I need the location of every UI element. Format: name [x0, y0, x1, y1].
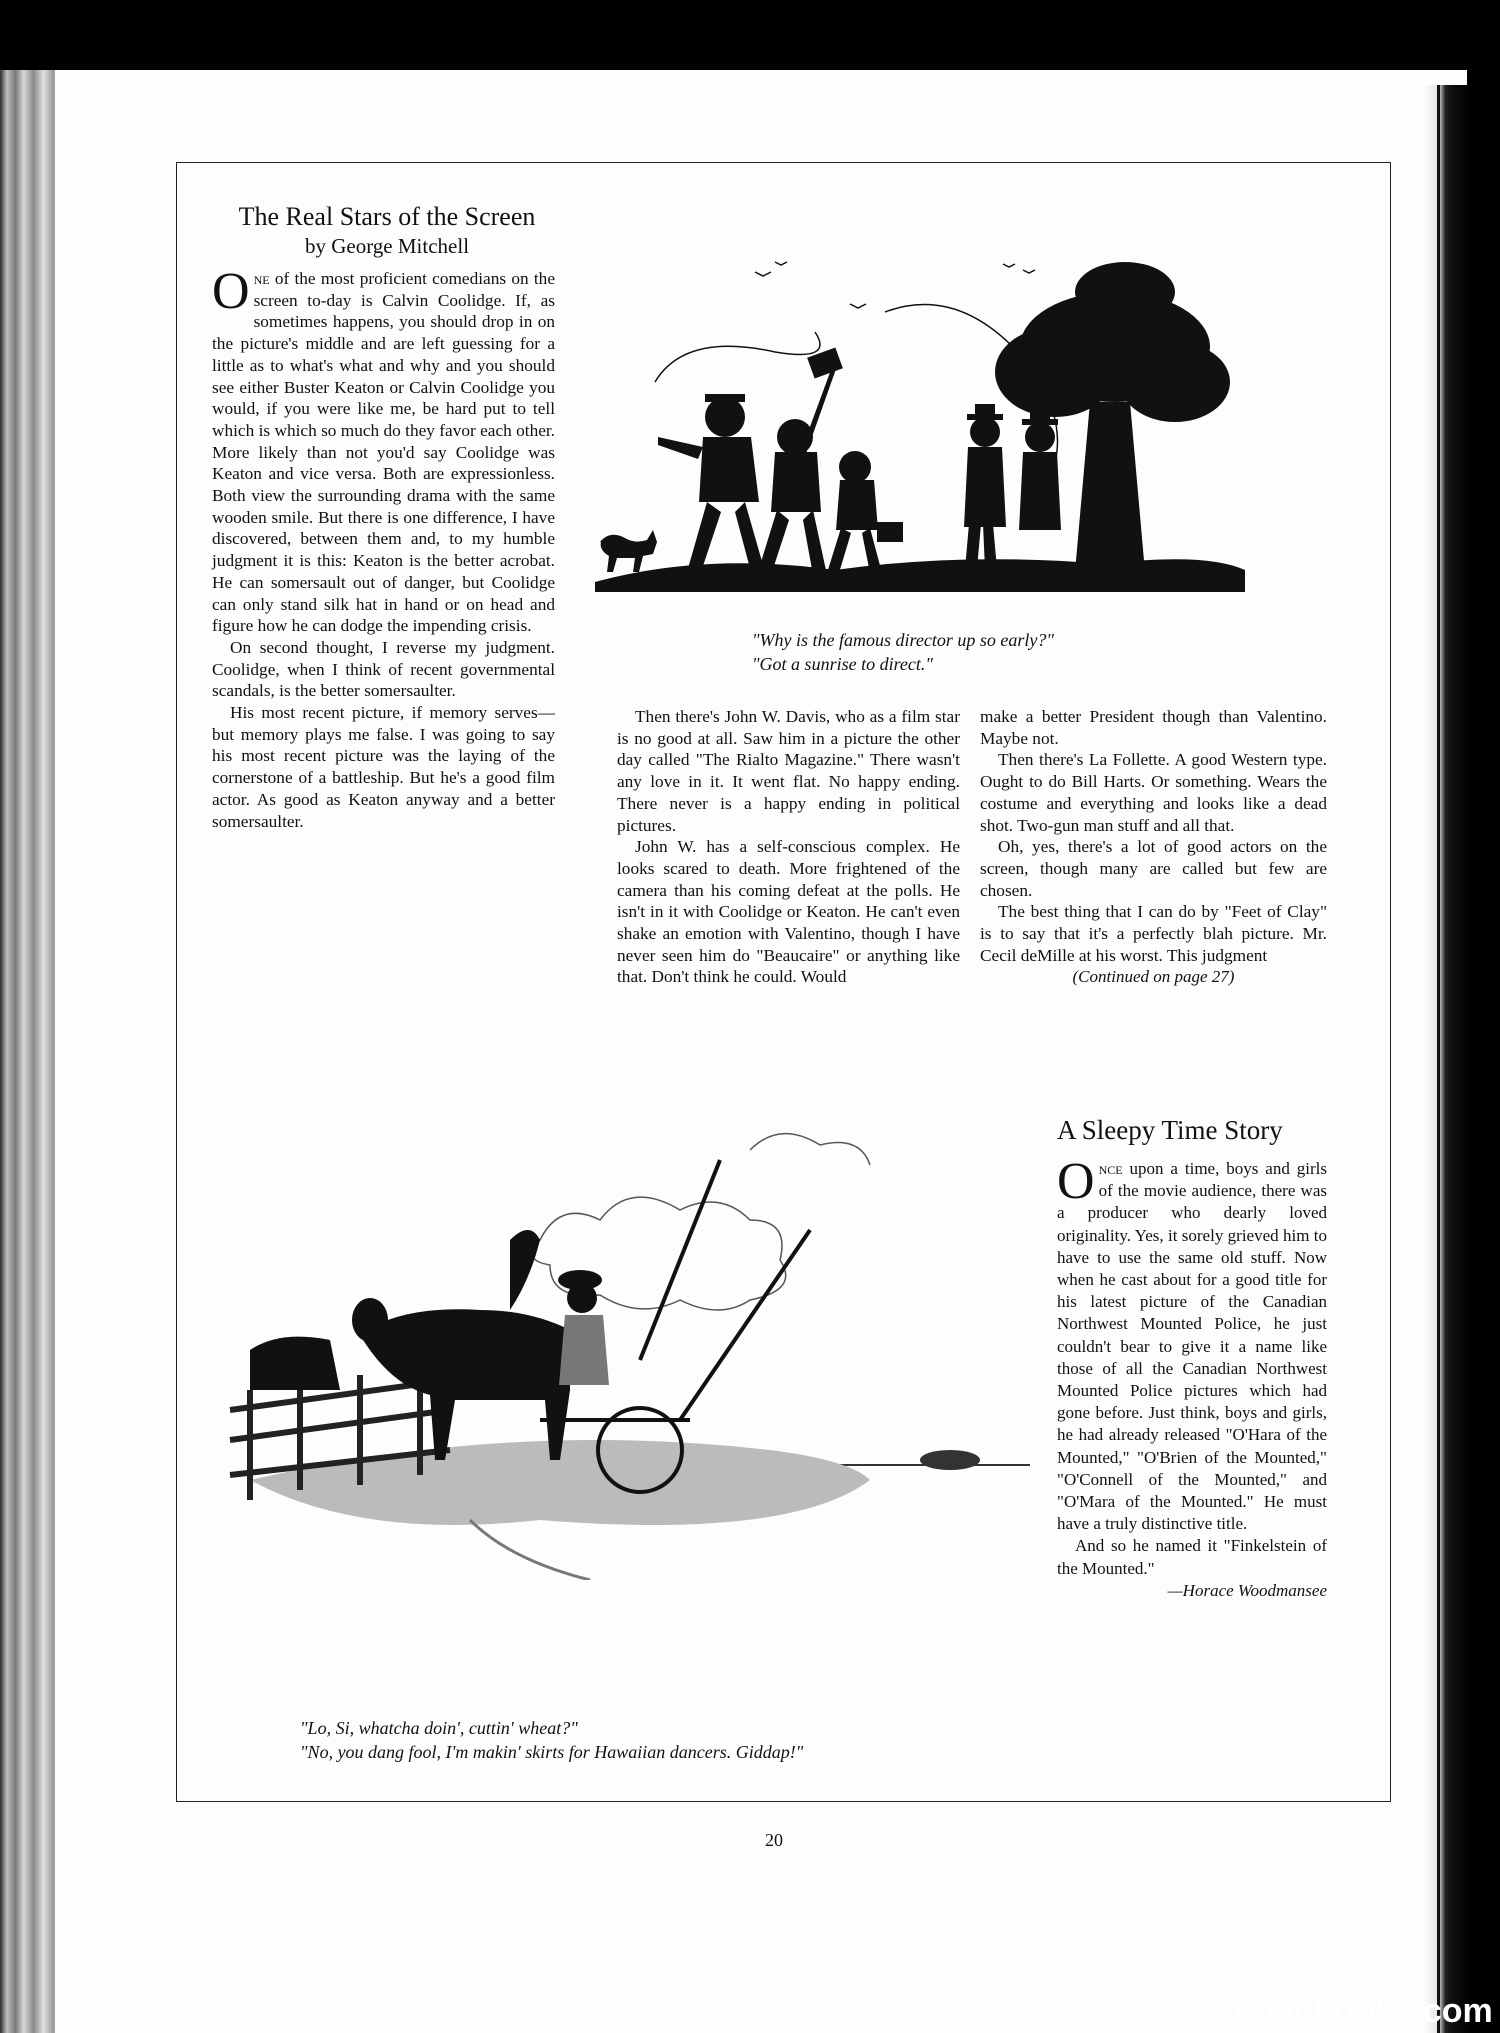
story-paragraph	[1057, 1153, 1327, 1535]
lead-word: ne	[253, 269, 270, 288]
drop-cap: O	[1057, 1153, 1095, 1210]
caption-line: "No, you dang fool, I'm makin' skirts for Hawaiian dancers. Giddap!"	[300, 1742, 804, 1762]
article-paragraph: His most recent picture, if memory serves—but memory plays me false. I was going to say his most recent picture was the laying of the cornerstone of a battleship. But he's a good film actor. As good as Keaton anyway and a better somersaulter.	[212, 703, 555, 831]
story-paragraph: And so he named it "Finkelstein of the Mounted."	[1057, 1536, 1327, 1578]
cartoon-caption	[300, 1716, 1000, 1764]
story-column	[1057, 1153, 1327, 1602]
article-byline: by George Mitchell	[304, 234, 470, 258]
paragraph-text: upon a time, boys and girls of the movie audience, there was a producer who dearly loved originality. Yes, it sorely grieved him to have to use the same old stuff. Now when he cast about for a good title for his latest picture of the Canadian Northwest Mounted Police, he just couldn't bear to give it a name like those of all the Canadian Northwest Mounted Police pictures which had gone before. Just think, boys and girls, he had already released "O'Hara of the Mounted," "O'Brien of the Mounted," "O'Connell of the Mounted," and "O'Mara of the Mounted." He must have a truly distinctive title.	[1057, 1159, 1327, 1534]
paragraph-text: of the most proficient comedians on the screen to-day is Calvin Coolidge. If, as sometimes happens, you should drop in on the picture's middle and are left guessing for a little as to what's what and why and you should see either Buster Keaton or Calvin Coolidge you would, if you were like me, be hard put to tell which is which so much do they favor each other. More likely than not you'd say Coolidge was Keaton and vice versa. Both are expressionless. Both view the surrounding drama with the same wooden smile. But there is one difference, I have discovered, between them and, to my humble judgment it is this: Keaton is the better acrobat. He can somersault out of danger, but Coolidge can only stand silk hat in hand or on head and figure how he can dodge the impending crisis.	[212, 269, 555, 636]
farmer-harvester-illustration	[210, 1120, 1030, 1580]
article-paragraph: Oh, yes, there's a lot of good actors on the screen, though many are called but few are chosen.	[980, 837, 1327, 900]
article-paragraph: John W. has a self-conscious complex. He looks scared to death. More frightened of the camera than his coming defeat at the polls. He isn't in it with Coolidge or Keaton. He can't even shake an emotion with Valentino, though I have never seen him do "Beaucaire" or anything like that. Don't think he could. Would	[617, 837, 960, 987]
continued-note: (Continued on page 27)	[1072, 967, 1235, 987]
article-paragraph: make a better President though than Valentino. Maybe not.	[980, 707, 1327, 748]
story-signature: —Horace Woodmansee	[1167, 1580, 1327, 1600]
cartoon-caption	[752, 628, 1172, 676]
page-number: 20	[765, 1830, 783, 1850]
article-paragraph: Then there's John W. Davis, who as a film star is no good at all. Saw him in a picture the other day called "The Rialto Magazine." There wasn't any love in it. It went flat. No happy ending. There never is a happy ending in political pictures.	[617, 707, 960, 835]
drop-cap: O	[212, 263, 250, 320]
article-paragraph: The best thing that I can do by "Feet of Clay" is to say that it's a perfectly blah picture. Mr. Cecil deMille at his worst. This judgment	[980, 902, 1327, 965]
article-paragraph: On second thought, I reverse my judgment. Coolidge, when I think of recent governmental scandals, is the better somersaulter.	[212, 637, 555, 701]
site-watermark: comicbooks.com	[1215, 1992, 1493, 2030]
book-gutter	[1425, 85, 1470, 2033]
caption-line: "Lo, Si, whatcha doin', cuttin' wheat?"	[300, 1718, 578, 1738]
article-title: The Real Stars of the Screen	[238, 202, 536, 231]
silhouette-cartoon-illustration	[585, 252, 1245, 602]
article-column-2	[617, 706, 960, 988]
story-title: A Sleepy Time Story	[1057, 1115, 1283, 1145]
caption-line: "Got a sunrise to direct."	[752, 654, 933, 674]
article-column-1	[212, 263, 555, 832]
gutter-binding-line	[1437, 85, 1440, 2033]
lead-word: nce	[1098, 1159, 1123, 1178]
caption-line: "Why is the famous director up so early?"	[752, 630, 1054, 650]
article-paragraph	[212, 263, 555, 637]
article-column-3	[980, 706, 1327, 988]
article-paragraph: Then there's La Follette. A good Western type. Ought to do Bill Harts. Or something. Wears the costume and everything and looks like a dead shot. Two-gun man stuff and all that.	[980, 750, 1327, 835]
